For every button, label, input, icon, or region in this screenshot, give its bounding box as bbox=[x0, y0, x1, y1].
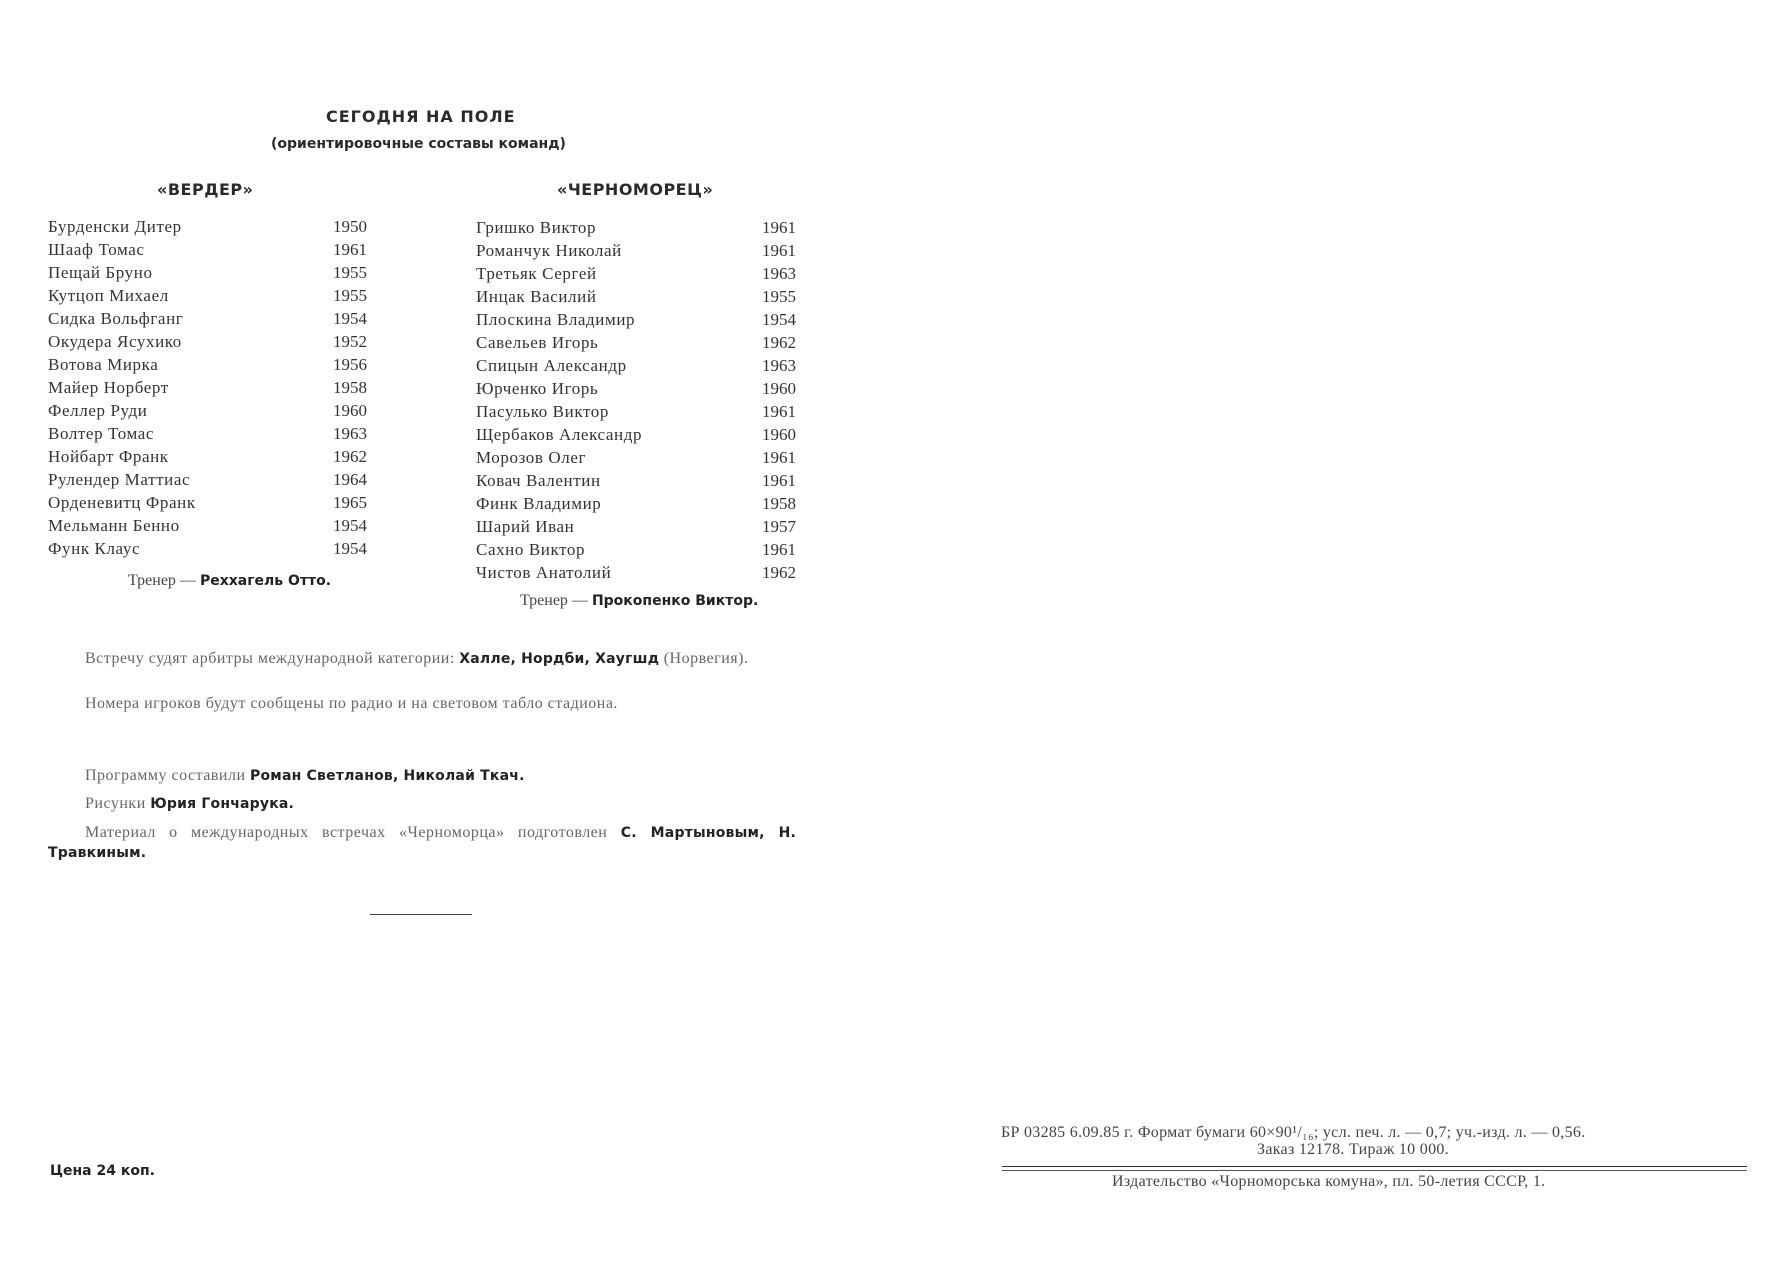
imprint-line-1: БР 03285 6.09.85 г. Формат бумаги 60×90¹/₁₆; усл. печ. л. — 0,7; уч.-изд. л. — 0,56. bbox=[1001, 1124, 1586, 1141]
player-row bbox=[48, 215, 383, 238]
player-name: Шааф Томас bbox=[48, 240, 145, 259]
roster-werder bbox=[48, 215, 383, 560]
credits-program bbox=[85, 766, 525, 786]
player-birth-year: 1961 bbox=[762, 471, 796, 490]
player-name: Сидка Вольфганг bbox=[48, 309, 184, 328]
player-row bbox=[48, 284, 383, 307]
player-birth-year: 1960 bbox=[762, 425, 796, 444]
player-row bbox=[48, 491, 383, 514]
player-row bbox=[48, 445, 383, 468]
coach-name: Реххагель Отто. bbox=[199, 573, 332, 589]
player-birth-year: 1956 bbox=[333, 355, 367, 374]
player-birth-year: 1955 bbox=[762, 287, 796, 306]
player-row bbox=[476, 423, 811, 446]
imprint-rule-bottom bbox=[1002, 1170, 1747, 1171]
player-name: Чистов Анатолий bbox=[476, 563, 612, 582]
player-row bbox=[48, 514, 383, 537]
player-birth-year: 1954 bbox=[762, 310, 796, 329]
player-birth-year: 1962 bbox=[333, 447, 367, 466]
player-row bbox=[476, 262, 811, 285]
player-row bbox=[476, 400, 811, 423]
player-name: Мельманн Бенно bbox=[48, 516, 180, 535]
player-name: Пасулько Виктор bbox=[476, 402, 609, 421]
player-birth-year: 1958 bbox=[762, 494, 796, 513]
player-row bbox=[476, 331, 811, 354]
player-birth-year: 1963 bbox=[762, 264, 796, 283]
player-name: Пещай Бруно bbox=[48, 263, 153, 282]
page-subtitle: (ориентировочные составы команд) bbox=[271, 136, 566, 152]
player-row bbox=[476, 354, 811, 377]
player-birth-year: 1963 bbox=[762, 356, 796, 375]
player-row bbox=[48, 307, 383, 330]
player-birth-year: 1961 bbox=[762, 218, 796, 237]
credits-material bbox=[48, 823, 796, 863]
player-birth-year: 1954 bbox=[333, 539, 367, 558]
player-name: Спицын Александр bbox=[476, 356, 627, 375]
player-row bbox=[476, 285, 811, 308]
player-name: Вотова Мирка bbox=[48, 355, 159, 374]
player-birth-year: 1954 bbox=[333, 516, 367, 535]
player-name: Финк Владимир bbox=[476, 494, 602, 513]
player-birth-year: 1962 bbox=[762, 563, 796, 582]
player-row bbox=[48, 238, 383, 261]
player-birth-year: 1955 bbox=[333, 286, 367, 305]
player-birth-year: 1960 bbox=[333, 401, 367, 420]
player-name: Окудера Ясухико bbox=[48, 332, 182, 351]
player-row bbox=[476, 469, 811, 492]
player-birth-year: 1952 bbox=[333, 332, 367, 351]
player-name: Нойбарт Франк bbox=[48, 447, 169, 466]
credits-drawings-name: Юрия Гончарука. bbox=[150, 796, 295, 812]
coach-chernomorets bbox=[520, 592, 758, 610]
imprint-rule-top bbox=[1002, 1166, 1747, 1167]
player-birth-year: 1961 bbox=[333, 240, 367, 259]
credits-material-prefix: Материал о международных встречах «Черноморца» подготовлен bbox=[85, 824, 608, 841]
player-name: Феллер Руди bbox=[48, 401, 148, 420]
referees-suffix: (Норвегия). bbox=[663, 650, 749, 667]
credits-drawings-prefix: Рисунки bbox=[85, 795, 146, 812]
player-name: Бурденски Дитер bbox=[48, 217, 182, 236]
player-name: Романчук Николай bbox=[476, 241, 622, 260]
player-name: Юрченко Игорь bbox=[476, 379, 599, 398]
player-birth-year: 1965 bbox=[333, 493, 367, 512]
player-row bbox=[48, 330, 383, 353]
player-row bbox=[476, 308, 811, 331]
player-birth-year: 1964 bbox=[333, 470, 367, 489]
credits-material-names: С. Мартыновым, Н. Травкиным. bbox=[48, 825, 796, 861]
player-row bbox=[48, 422, 383, 445]
player-row bbox=[48, 353, 383, 376]
player-birth-year: 1961 bbox=[762, 402, 796, 421]
player-birth-year: 1961 bbox=[762, 448, 796, 467]
player-name: Савельев Игорь bbox=[476, 333, 599, 352]
player-row bbox=[476, 492, 811, 515]
player-birth-year: 1962 bbox=[762, 333, 796, 352]
player-name: Кутцоп Михаел bbox=[48, 286, 169, 305]
player-row bbox=[476, 239, 811, 262]
player-row bbox=[48, 399, 383, 422]
player-row bbox=[476, 377, 811, 400]
section-divider bbox=[370, 914, 472, 915]
numbers-note: Номера игроков будут сообщены по радио и на световом табло стадиона. bbox=[85, 695, 618, 712]
referees-prefix: Встречу судят арбитры международной категории: bbox=[85, 650, 455, 667]
player-birth-year: 1954 bbox=[333, 309, 367, 328]
player-row bbox=[48, 376, 383, 399]
team-name-werder: «ВЕРДЕР» bbox=[157, 180, 254, 199]
player-birth-year: 1957 bbox=[762, 517, 796, 536]
price-label: Цена 24 коп. bbox=[50, 1163, 155, 1179]
player-name: Гришко Виктор bbox=[476, 218, 597, 237]
player-birth-year: 1955 bbox=[333, 263, 367, 282]
credits-program-prefix: Программу составили bbox=[85, 767, 246, 784]
coach-name: Прокопенко Виктор. bbox=[591, 593, 759, 609]
player-name: Майер Норберт bbox=[48, 378, 169, 397]
credits-program-names: Роман Светланов, Николай Ткач. bbox=[250, 768, 525, 784]
player-name: Волтер Томас bbox=[48, 424, 155, 443]
player-row bbox=[48, 261, 383, 284]
player-name: Функ Клаус bbox=[48, 539, 141, 558]
player-name: Сахно Виктор bbox=[476, 540, 586, 559]
player-name: Щербаков Александр bbox=[476, 425, 643, 444]
player-name: Орденевитц Франк bbox=[48, 493, 196, 512]
coach-werder bbox=[128, 572, 331, 590]
player-name: Шарий Иван bbox=[476, 517, 575, 536]
player-birth-year: 1963 bbox=[333, 424, 367, 443]
imprint-line-2: Заказ 12178. Тираж 10 000. bbox=[1257, 1141, 1449, 1158]
player-name: Рулендер Маттиас bbox=[48, 470, 191, 489]
player-birth-year: 1961 bbox=[762, 540, 796, 559]
player-row bbox=[476, 216, 811, 239]
player-row bbox=[476, 538, 811, 561]
player-birth-year: 1961 bbox=[762, 241, 796, 260]
player-row bbox=[476, 561, 811, 584]
player-name: Третьяк Сергей bbox=[476, 264, 597, 283]
player-name: Ковач Валентин bbox=[476, 471, 601, 490]
coach-prefix: Тренер — bbox=[128, 572, 196, 589]
player-row bbox=[48, 537, 383, 560]
player-row bbox=[476, 446, 811, 469]
player-birth-year: 1958 bbox=[333, 378, 367, 397]
player-name: Морозов Олег bbox=[476, 448, 587, 467]
player-birth-year: 1950 bbox=[333, 217, 367, 236]
referees-paragraph bbox=[48, 649, 796, 669]
player-row bbox=[48, 468, 383, 491]
roster-chernomorets bbox=[476, 216, 811, 584]
credits-drawings bbox=[85, 794, 294, 814]
page-title: СЕГОДНЯ НА ПОЛЕ bbox=[326, 107, 516, 126]
player-row bbox=[476, 515, 811, 538]
player-birth-year: 1960 bbox=[762, 379, 796, 398]
referees-names: Халле, Нордби, Хаугшд bbox=[459, 651, 660, 667]
coach-prefix: Тренер — bbox=[520, 592, 588, 609]
imprint-publisher: Издательство «Чорноморська комуна», пл. 50-летия СССР, 1. bbox=[1112, 1173, 1546, 1190]
player-name: Инцак Василий bbox=[476, 287, 597, 306]
player-name: Плоскина Владимир bbox=[476, 310, 636, 329]
team-name-chernomorets: «ЧЕРНОМОРЕЦ» bbox=[557, 180, 714, 199]
